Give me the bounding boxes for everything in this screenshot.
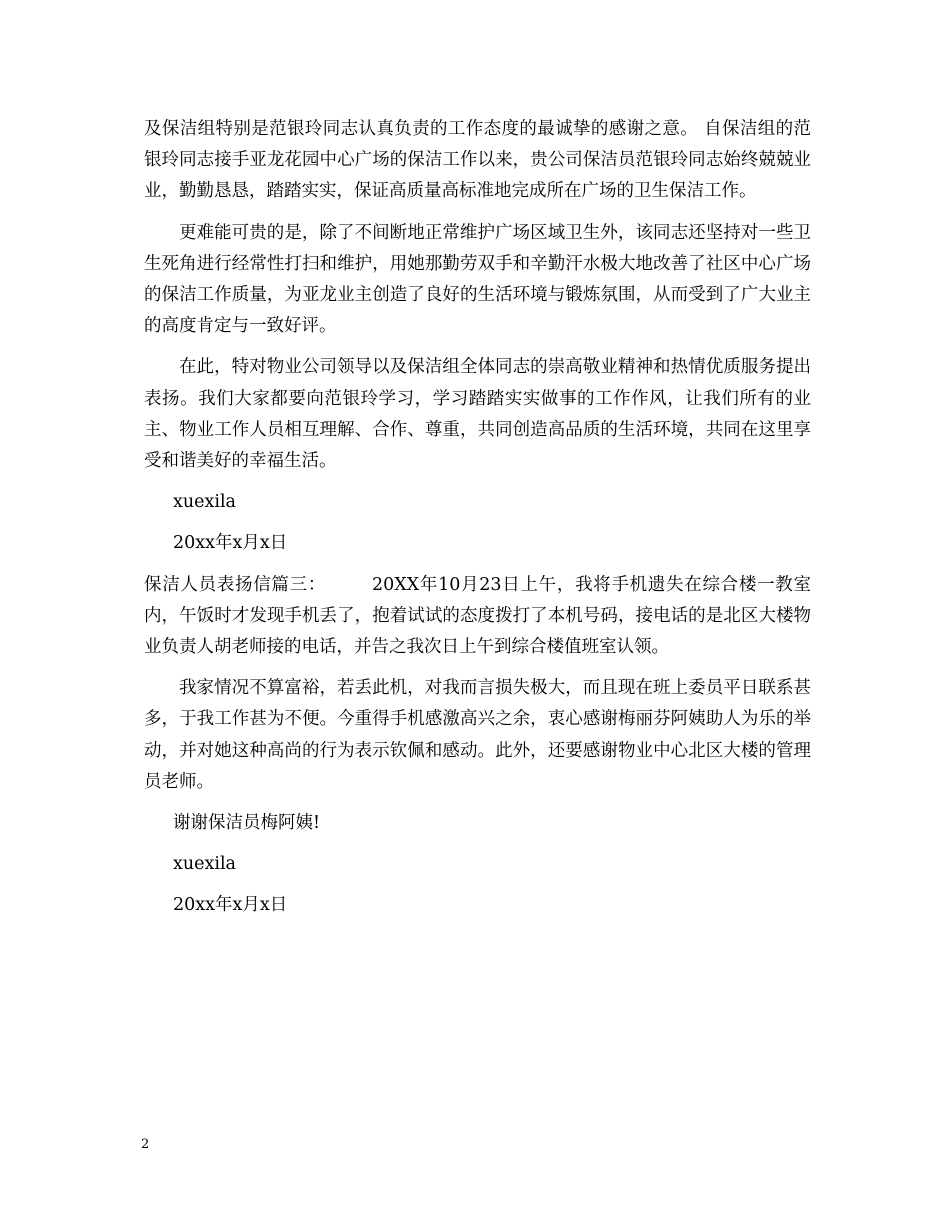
- section3-heading: 保洁人员表扬信篇三：: [144, 574, 327, 595]
- paragraph-3: 在此，特对物业公司领导以及保洁组全体同志的崇高敬业精神和热情优质服务提出表扬。我们大家都要向范银玲学习，学习踏踏实实做事的工作作风，让我们所有的业主、物业工作人员相互理解、合作、尊重，共同创造高品质的生活环境，共同在这里享受和谐美好的幸福生活。: [144, 357, 811, 472]
- section3-paragraph: [144, 570, 811, 664]
- paragraph-2: 更难能可贵的是，除了不间断地正常维护广场区域卫生外，该同志还坚持对一些卫生死角进行经常性打扫和维护，用她那勤劳双手和辛勤汗水极大地改善了社区中心广场的保洁工作质量，为亚龙业主创造了良好的生活环境与锻炼氛围，从而受到了广大业主的高度肯定与一致好评。: [144, 222, 811, 337]
- document-body: [144, 114, 811, 932]
- date-1: 20xx年x月x日: [173, 533, 288, 554]
- signature-2: xuexila: [173, 854, 236, 875]
- signature-1: xuexila: [173, 492, 236, 513]
- page-number: 2: [141, 1137, 150, 1152]
- thanks-line: 谢谢保洁员梅阿姨!: [173, 813, 321, 834]
- date-2: 20xx年x月x日: [173, 895, 288, 916]
- paragraph-4: 我家情况不算富裕，若丢此机，对我而言损失极大，而且现在班上委员平日联系甚多，于我工作甚为不便。今重得手机感激高兴之余，衷心感谢梅丽芬阿姨助人为乐的举动，并对她这种高尚的行为表示钦佩和感动。此外，还要感谢物业中心北区大楼的管理员老师。: [144, 678, 811, 792]
- section3-text: 20XX年10月23日上午，我将手机遗失在综合楼一教室内，午饭时才发现手机丢了，抱着试试的态度拨打了本机号码，接电话的是北区大楼物业负责人胡老师接的电话，并告之我次日上午到综合楼值班室认领。: [144, 574, 811, 658]
- paragraph-1: 及保洁组特别是范银玲同志认真负责的工作态度的最诚挚的感谢之意。 自保洁组的范银玲同志接手亚龙花园中心广场的保洁工作以来，贵公司保洁员范银玲同志始终兢兢业业，勤勤恳恳，踏踏实实，保证高质量高标准地完成所在广场的卫生保洁工作。: [144, 119, 811, 202]
